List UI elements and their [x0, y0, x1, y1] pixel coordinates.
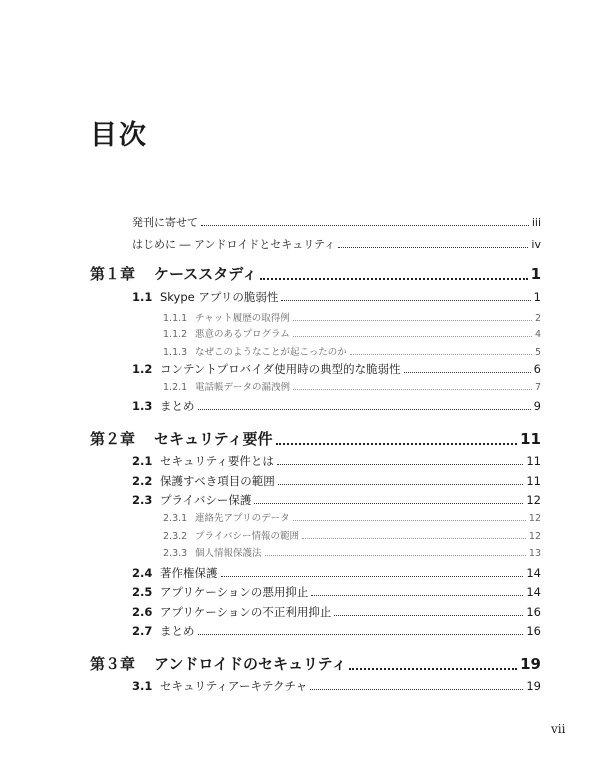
dot-leader: [311, 595, 523, 596]
toc-entry-subsection-label: なぜこのようなことが起こったのか: [195, 347, 347, 358]
toc-entry-section-num: 2.1: [132, 454, 153, 468]
toc-entry-subsection-label: 個人情報保護法: [195, 548, 262, 559]
dot-leader: [198, 409, 531, 410]
toc-entry-chapter-num: 第２章: [90, 430, 136, 448]
toc-entry-chapter-page-number: 19: [520, 655, 541, 673]
toc-entry-chapter[interactable]: [90, 653, 541, 674]
toc-entry-subsection-label: 電話帳データの漏洩例: [195, 382, 291, 393]
toc-entry-front-matter-page-number: iii: [531, 216, 541, 229]
toc-entry-chapter-page-number: 11: [520, 430, 541, 448]
toc-entry-section-page-number: 19: [526, 679, 541, 693]
toc-entry-section-page-number: 11: [526, 474, 541, 488]
toc-entry-section[interactable]: [132, 453, 541, 469]
toc-entry-subsection-page-number: 12: [528, 531, 541, 542]
toc-entry-section[interactable]: [132, 678, 541, 694]
dot-leader: [201, 225, 529, 226]
toc-entry-section-label: コンテントプロバイダ使用時の典型的な脆弱性: [160, 362, 401, 376]
toc-entry-subsection-num: 2.3.1: [163, 513, 188, 524]
toc-entry-section-page-number: 12: [526, 493, 541, 507]
folio-page-number: vii: [551, 722, 566, 736]
toc-entry-section-num: 3.1: [132, 679, 153, 693]
toc-entry-section-label: セキュリティ要件とは: [160, 454, 274, 468]
dot-leader: [334, 615, 523, 616]
toc-entry-subsection-label: プライバシー情報の範囲: [195, 531, 300, 542]
toc-entry-chapter[interactable]: [90, 263, 541, 284]
dot-leader: [293, 389, 532, 390]
toc-entry-section-num: 2.2: [132, 474, 153, 488]
toc-entry-section-label: プライバシー保護: [160, 493, 252, 507]
toc-entry-chapter-label: セキュリティ要件: [154, 430, 273, 448]
toc-entry-section-label: アプリケーションの不正利用抑止: [160, 605, 332, 619]
dot-leader: [198, 634, 524, 635]
toc-entry-subsection-page-number: 5: [534, 347, 541, 358]
toc-entry-front-matter-label: 発刊に寄せて: [132, 216, 198, 229]
dot-leader: [302, 538, 526, 539]
dot-leader: [293, 320, 532, 321]
toc-entry-section-label: アプリケーションの悪用抑止: [160, 585, 309, 599]
toc-entry-section-num: 2.4: [132, 566, 153, 580]
toc-entry-chapter-label: アンドロイドのセキュリティ: [154, 655, 347, 673]
toc-entry-section-page-number: 16: [526, 624, 541, 638]
toc-entry-section-page-number: 11: [526, 454, 541, 468]
toc-entry-section[interactable]: [132, 398, 541, 414]
toc-entry-subsection-num: 2.3.3: [163, 548, 188, 559]
dot-leader: [265, 555, 526, 556]
toc-entry-subsection[interactable]: [163, 344, 541, 358]
toc-entry-section-num: 1.1: [132, 290, 153, 304]
toc-entry-subsection-num: 1.1.3: [163, 347, 188, 358]
toc-entry-section-num: 2.3: [132, 493, 153, 507]
toc-entry-subsection-page-number: 12: [528, 513, 541, 524]
dot-leader: [310, 689, 523, 690]
dot-leader: [404, 372, 531, 373]
toc-entry-subsection[interactable]: [163, 528, 541, 542]
toc-entry-section[interactable]: [132, 604, 541, 620]
toc-entry-front-matter[interactable]: [132, 236, 541, 252]
toc-entry-section-label: 保護すべき項目の範囲: [160, 474, 275, 488]
toc-entry-subsection[interactable]: [163, 379, 541, 393]
toc-entry-subsection-num: 1.1.1: [163, 313, 188, 324]
dot-leader: [276, 443, 518, 445]
toc-entry-subsection-num: 1.1.2: [163, 329, 188, 340]
toc-entry-section-num: 2.5: [132, 585, 153, 599]
toc-entry-section-label: まとめ: [160, 399, 195, 413]
dot-leader: [349, 668, 517, 670]
toc-entry-subsection[interactable]: [163, 545, 541, 559]
dot-leader: [293, 336, 532, 337]
dot-leader: [254, 503, 523, 504]
toc-entry-subsection-num: 1.2.1: [163, 382, 188, 393]
toc-entry-front-matter-page-number: iv: [531, 238, 541, 251]
toc-entry-section-label: 著作権保護: [160, 566, 218, 580]
toc-entry-subsection-num: 2.3.2: [163, 531, 188, 542]
toc-entry-section-page-number: 9: [533, 399, 541, 413]
toc-entry-subsection-label: 悪意のあるプログラム: [195, 329, 290, 340]
toc-entry-section-page-number: 14: [526, 585, 541, 599]
dot-leader: [277, 464, 524, 465]
toc-entry-section-page-number: 6: [533, 362, 541, 376]
toc-entry-section-page-number: 14: [526, 566, 541, 580]
toc-entry-section[interactable]: [132, 584, 541, 600]
toc-entry-chapter-page-number: 1: [530, 265, 541, 283]
dot-leader: [338, 247, 528, 248]
toc-entry-section[interactable]: [132, 492, 541, 508]
toc-entry-section-num: 2.6: [132, 605, 153, 619]
toc-entry-subsection-label: チャット履歴の取得例: [195, 313, 290, 324]
toc-entry-section-num: 1.3: [132, 399, 153, 413]
toc-entry-subsection-page-number: 7: [534, 382, 541, 393]
dot-leader: [350, 354, 532, 355]
dot-leader: [278, 484, 524, 485]
toc-entry-section-label: Skype アプリの脆弱性: [160, 290, 279, 304]
toc-entry-section-num: 1.2: [132, 362, 153, 376]
toc-entry-subsection[interactable]: [163, 510, 541, 524]
page-title: 目次: [90, 120, 148, 151]
toc-entry-section[interactable]: [132, 623, 541, 639]
toc-entry-section[interactable]: [132, 473, 541, 489]
dot-leader: [293, 520, 526, 521]
toc-entry-section[interactable]: [132, 289, 541, 305]
toc-entry-section-num: 2.7: [132, 624, 153, 638]
toc-entry-subsection-label: 連絡先アプリのデータ: [195, 513, 290, 524]
dot-leader: [260, 278, 528, 280]
toc-entry-front-matter[interactable]: [132, 214, 541, 230]
toc-entry-section[interactable]: [132, 565, 541, 581]
toc-entry-subsection-page-number: 13: [528, 548, 541, 559]
toc-entry-chapter[interactable]: [90, 428, 541, 449]
toc-entry-section-label: まとめ: [160, 624, 195, 638]
toc-entry-section-label: セキュリティアーキテクチャ: [160, 679, 308, 693]
toc-entry-front-matter-label: はじめに ― アンドロイドとセキュリティ: [132, 238, 336, 251]
toc-entry-section[interactable]: [132, 361, 541, 377]
toc-entry-subsection-page-number: 2: [534, 313, 541, 324]
toc-entry-subsection[interactable]: [163, 326, 541, 340]
dot-leader: [281, 300, 530, 301]
toc-entry-chapter-num: 第１章: [90, 265, 136, 283]
toc-entry-chapter-label: ケーススタディ: [154, 265, 258, 283]
toc-entry-section-page-number: 1: [533, 290, 541, 304]
dot-leader: [221, 576, 524, 577]
toc-entry-subsection-page-number: 4: [534, 329, 541, 340]
toc-entry-chapter-num: 第３章: [90, 655, 136, 673]
toc-entry-subsection[interactable]: [163, 310, 541, 324]
toc-entry-section-page-number: 16: [526, 605, 541, 619]
